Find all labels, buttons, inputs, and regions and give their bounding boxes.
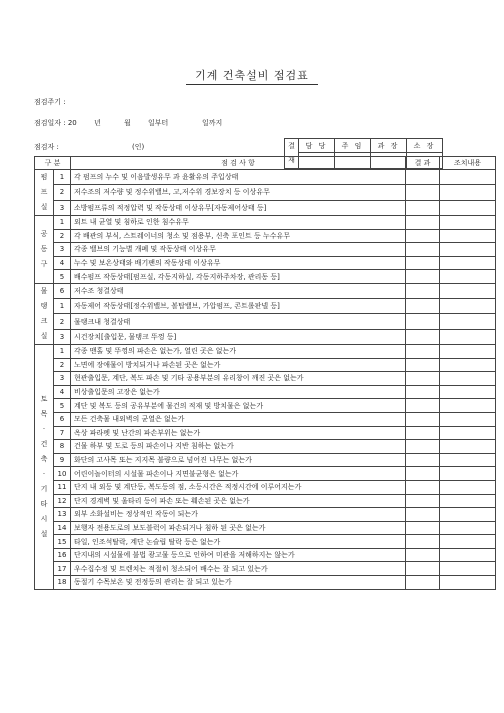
action-cell[interactable] (440, 508, 496, 522)
result-cell[interactable] (406, 426, 440, 440)
table-row (35, 314, 496, 329)
table-header-row (35, 157, 496, 170)
table-row (35, 372, 496, 386)
category-cell: 펌 프 실 (35, 170, 54, 216)
item-number: 1 (54, 170, 71, 185)
approval-header-chief: 주 임 (335, 139, 371, 153)
inspection-cycle-label: 점검주기 : (34, 98, 66, 106)
action-cell[interactable] (440, 576, 496, 590)
action-cell[interactable] (440, 216, 496, 230)
category-cell: 물 탱 크 실 (35, 283, 54, 344)
result-cell[interactable] (406, 440, 440, 454)
approval-header-manager: 과 장 (371, 139, 407, 153)
table-row (35, 299, 496, 314)
date-from-label: 일부터 (148, 119, 169, 127)
action-cell[interactable] (440, 385, 496, 399)
date-month-label: 월 (124, 119, 131, 127)
action-cell[interactable] (440, 270, 496, 284)
item-number: 14 (54, 521, 71, 535)
item-number: 5 (54, 270, 71, 284)
item-number: 13 (54, 508, 71, 522)
item-text: 현관출입문, 계단, 복도 파손 및 기타 공용부분의 유리창이 깨진 곳은 없는가 (71, 372, 406, 386)
result-cell[interactable] (406, 229, 440, 243)
item-number: 2 (54, 358, 71, 372)
result-cell[interactable] (406, 283, 440, 298)
action-cell[interactable] (440, 412, 496, 426)
item-number: 18 (54, 576, 71, 590)
action-cell[interactable] (440, 453, 496, 467)
header-category: 구 분 (35, 157, 71, 170)
result-cell[interactable] (406, 243, 440, 257)
item-number: 11 (54, 480, 71, 494)
approval-label-top: 결 (285, 139, 299, 153)
item-text: 단지 내 외등 및 계단등, 복도등의 점, 소등시간은 적정시간에 이루어지는가 (71, 480, 406, 494)
item-text: 배수펌프 작동상태[펌프실, 각동지하실, 각동지하주차장, 관리동 등] (71, 270, 406, 284)
table-row (35, 200, 496, 215)
item-text: 보행자 전용도로의 보도블럭이 파손되거나 침하 된 곳은 없는가 (71, 521, 406, 535)
item-number: 9 (54, 453, 71, 467)
date-year-label: 년 (94, 119, 101, 127)
result-cell[interactable] (406, 299, 440, 314)
item-text: 저수조의 저수량 및 정수위밸브, 고,저수위 경보장치 등 이상유무 (71, 185, 406, 200)
table-row (35, 283, 496, 298)
action-cell[interactable] (440, 480, 496, 494)
result-cell[interactable] (406, 521, 440, 535)
table-row (35, 229, 496, 243)
result-cell[interactable] (406, 535, 440, 549)
result-cell[interactable] (406, 314, 440, 329)
action-cell[interactable] (440, 467, 496, 481)
item-number: 2 (54, 185, 71, 200)
item-number: 2 (54, 314, 71, 329)
table-row (35, 562, 496, 576)
result-cell[interactable] (406, 467, 440, 481)
table-row (35, 521, 496, 535)
action-cell[interactable] (440, 170, 496, 185)
item-number: 7 (54, 426, 71, 440)
result-cell[interactable] (406, 185, 440, 200)
result-cell[interactable] (406, 329, 440, 344)
result-cell[interactable] (406, 576, 440, 590)
action-cell[interactable] (440, 494, 496, 508)
item-number: 3 (54, 372, 71, 386)
item-text: 타일, 인조석탈락, 계단 논슬립 탈락 등은 없는가 (71, 535, 406, 549)
action-cell[interactable] (440, 200, 496, 215)
table-row (35, 385, 496, 399)
table-row (35, 426, 496, 440)
action-cell[interactable] (440, 229, 496, 243)
page-title: 기계 건축설비 점검표 (195, 69, 309, 82)
header-action: 조치내용 (440, 157, 496, 170)
result-cell[interactable] (406, 562, 440, 576)
item-text: 각 펌프의 누수 및 이음발생유무 과 윤활유의 주입상태 (71, 170, 406, 185)
item-number: 10 (54, 467, 71, 481)
item-text: 각종 밸브의 기능별 개폐 및 작동상태 이상유무 (71, 243, 406, 257)
result-cell[interactable] (406, 170, 440, 185)
action-cell[interactable] (440, 314, 496, 329)
table-row (35, 548, 496, 562)
action-cell[interactable] (440, 535, 496, 549)
table-row (35, 494, 496, 508)
result-cell[interactable] (406, 548, 440, 562)
table-row (35, 508, 496, 522)
inspection-date-label: 점검일자 : 20 (34, 119, 77, 127)
action-cell[interactable] (440, 329, 496, 344)
table-row (35, 185, 496, 200)
result-cell[interactable] (406, 480, 440, 494)
result-cell[interactable] (406, 200, 440, 215)
item-text: 소방펌프류의 적정압력 및 작동상태 이상유무[자동제어상태 등] (71, 200, 406, 215)
table-row (35, 576, 496, 590)
result-cell[interactable] (406, 358, 440, 372)
item-number: 6 (54, 412, 71, 426)
item-text: 건물 하부 및 도로 등의 파손이나 지반 침하는 없는가 (71, 440, 406, 454)
item-text: 옥상 파라펫 및 난간의 파손부위는 없는가 (71, 426, 406, 440)
table-row (35, 467, 496, 481)
table-row (35, 256, 496, 270)
item-number: 3 (54, 329, 71, 344)
action-cell[interactable] (440, 521, 496, 535)
item-number: 15 (54, 535, 71, 549)
result-cell[interactable] (406, 372, 440, 386)
title-underline (186, 84, 318, 85)
item-text: 비상출입문의 고장은 없는가 (71, 385, 406, 399)
category-cell: 토 목 · 건 축 · 기 타 시 설 (35, 344, 54, 589)
table-row (35, 243, 496, 257)
result-cell[interactable] (406, 399, 440, 413)
item-number: 1 (54, 344, 71, 358)
table-row (35, 399, 496, 413)
result-cell[interactable] (406, 344, 440, 358)
action-cell[interactable] (440, 399, 496, 413)
item-text: 계단 및 복도 등의 공유부분에 물건의 적재 및 방치물은 없는가 (71, 399, 406, 413)
result-cell[interactable] (406, 270, 440, 284)
item-text: 외부 소화설비는 정상적인 작동이 되는가 (71, 508, 406, 522)
result-cell[interactable] (406, 216, 440, 230)
result-cell[interactable] (406, 256, 440, 270)
item-text: 노면에 장애물이 방치되거나 파손된 곳은 없는가 (71, 358, 406, 372)
action-cell[interactable] (440, 185, 496, 200)
action-cell[interactable] (440, 372, 496, 386)
item-text: 화단의 고사목 또는 지지목 불량으로 넘어진 나무는 없는가 (71, 453, 406, 467)
checklist-table (34, 156, 496, 590)
table-row (35, 216, 496, 230)
action-cell[interactable] (440, 283, 496, 298)
item-number: 1 (54, 299, 71, 314)
table-row (35, 480, 496, 494)
action-cell[interactable] (440, 440, 496, 454)
item-number: 12 (54, 494, 71, 508)
item-number: 6 (54, 283, 71, 298)
result-cell[interactable] (406, 494, 440, 508)
item-text: 외트 내 균열 및 침하로 인한 침수유무 (71, 216, 406, 230)
table-row (35, 358, 496, 372)
item-text: 어린이놀이터의 시설물 파손이나 지면불균형은 없는가 (71, 467, 406, 481)
item-text: 각종 맨홀 및 뚜껑의 파손은 없는가, 열린 곳은 없는가 (71, 344, 406, 358)
action-cell[interactable] (440, 358, 496, 372)
table-row (35, 170, 496, 185)
item-number: 5 (54, 399, 71, 413)
item-text: 우수집수정 및 트렌치는 적절히 청소되어 배수는 잘 되고 있는가 (71, 562, 406, 576)
table-row (35, 412, 496, 426)
approval-header-director: 소 장 (407, 139, 443, 153)
action-cell[interactable] (440, 562, 496, 576)
action-cell[interactable] (440, 243, 496, 257)
item-text: 자동제어 작동상태[정수위밸브, 볼탑밸브, 가압펌프, 콘트롤판넬 등] (71, 299, 406, 314)
item-text: 단지 경계벽 및 울타리 등이 파손 또는 훼손된 곳은 없는가 (71, 494, 406, 508)
action-cell[interactable] (440, 299, 496, 314)
item-number: 8 (54, 440, 71, 454)
category-cell: 공 동 구 (35, 216, 54, 284)
header-result: 결 과 (406, 157, 440, 170)
approval-label-bottom: 재 (285, 153, 299, 169)
table-row (35, 440, 496, 454)
inspector-label: 점검자 : (34, 143, 59, 151)
table-row (35, 453, 496, 467)
item-number: 1 (54, 216, 71, 230)
inspector-seal: (인) (132, 143, 145, 151)
table-row (35, 344, 496, 358)
item-number: 16 (54, 548, 71, 562)
item-number: 4 (54, 385, 71, 399)
table-row (35, 270, 496, 284)
item-number: 3 (54, 243, 71, 257)
item-number: 2 (54, 229, 71, 243)
item-text: 단지내의 시설물에 불법 광고물 등으로 인하여 미관을 저해하지는 않는가 (71, 548, 406, 562)
item-text: 동절기 수목보온 및 전정등의 관리는 잘 되고 있는가 (71, 576, 406, 590)
item-text: 시건장치[출입문, 물탱크 뚜껑 등] (71, 329, 406, 344)
table-row (35, 535, 496, 549)
table-row (35, 329, 496, 344)
action-cell[interactable] (440, 344, 496, 358)
header-item: 점 검 사 항 (71, 157, 406, 170)
item-text: 누수 및 보온상태와 배기팬의 작동상태 이상유무 (71, 256, 406, 270)
result-cell[interactable] (406, 385, 440, 399)
approval-header-staff: 담 당 (299, 139, 335, 153)
item-number: 3 (54, 200, 71, 215)
result-cell[interactable] (406, 453, 440, 467)
item-number: 17 (54, 562, 71, 576)
action-cell[interactable] (440, 548, 496, 562)
item-text: 각 배관의 부식, 스트레이너의 청소 및 점용부, 신축 포인트 등 누수유무 (71, 229, 406, 243)
item-text: 모든 건축물 내외벽의 균열은 없는가 (71, 412, 406, 426)
date-to-label: 일까지 (202, 119, 223, 127)
result-cell[interactable] (406, 508, 440, 522)
item-number: 4 (54, 256, 71, 270)
item-text: 저수조 청결상태 (71, 283, 406, 298)
action-cell[interactable] (440, 426, 496, 440)
item-text: 물탱크내 청결상태 (71, 314, 406, 329)
result-cell[interactable] (406, 412, 440, 426)
action-cell[interactable] (440, 256, 496, 270)
